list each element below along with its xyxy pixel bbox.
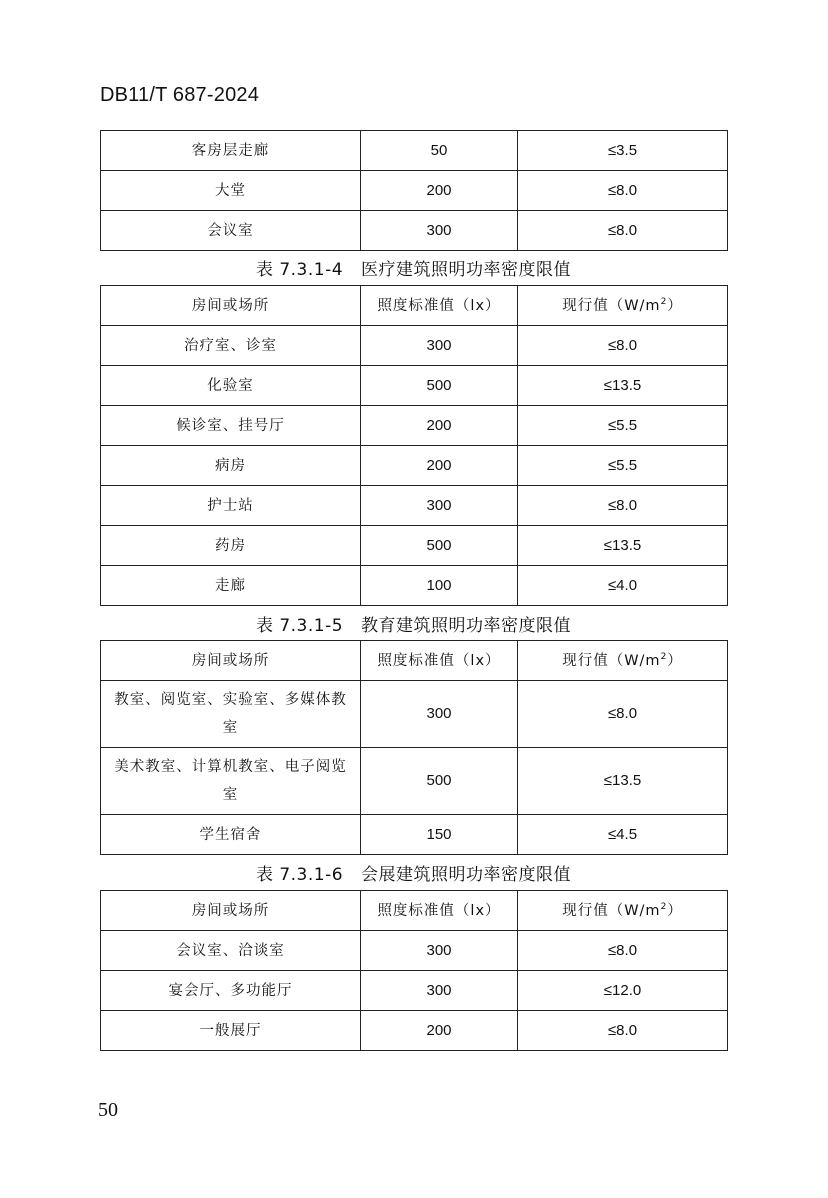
header-illuminance: 照度标准值（lx）: [361, 286, 518, 326]
table-caption-education: [100, 614, 727, 638]
lpd-cell: ≤8.0: [518, 211, 728, 251]
caption-number: 表 7.3.1-4: [255, 260, 344, 280]
illuminance-cell: 300: [361, 211, 518, 251]
table-row: [101, 171, 728, 211]
illuminance-cell: 200: [361, 406, 518, 446]
illuminance-cell: 200: [361, 446, 518, 486]
room-cell: 一般展厅: [101, 1011, 361, 1051]
illuminance-cell: 50: [361, 131, 518, 171]
illuminance-cell: 300: [361, 971, 518, 1011]
header-room: 房间或场所: [101, 286, 361, 326]
room-cell: 治疗室、诊室: [101, 326, 361, 366]
lpd-cell: ≤12.0: [518, 971, 728, 1011]
table-row: [101, 971, 728, 1011]
illuminance-cell: 500: [361, 526, 518, 566]
illuminance-cell: 200: [361, 1011, 518, 1051]
illuminance-cell: 500: [361, 748, 518, 815]
table-row: [101, 815, 728, 855]
table-caption-exhibition: [100, 863, 727, 887]
table-header-row: [101, 286, 728, 326]
room-cell: 美术教室、计算机教室、电子阅览室: [101, 748, 361, 815]
table-exhibition: [100, 890, 728, 1051]
room-cell: 大堂: [101, 171, 361, 211]
header-illuminance: 照度标准值（lx）: [361, 641, 518, 681]
room-cell: 候诊室、挂号厅: [101, 406, 361, 446]
header-room: 房间或场所: [101, 641, 361, 681]
room-cell: 会议室、洽谈室: [101, 931, 361, 971]
header-lpd: 现行值$(W/m^2)$: [518, 641, 728, 681]
lpd-cell: ≤4.5: [518, 815, 728, 855]
lpd-cell: ≤13.5: [518, 366, 728, 406]
table-row: [101, 486, 728, 526]
lpd-cell: ≤8.0: [518, 326, 728, 366]
table-row: [101, 1011, 728, 1051]
table-hotel-continued: [100, 130, 728, 251]
illuminance-cell: 300: [361, 326, 518, 366]
table-row: [101, 446, 728, 486]
table-row: [101, 406, 728, 446]
lpd-cell: ≤8.0: [518, 931, 728, 971]
caption-title: 会展建筑照明功率密度限值: [361, 865, 572, 885]
header-room: 房间或场所: [101, 891, 361, 931]
table-row: [101, 748, 728, 815]
page-number: 50: [98, 1099, 118, 1121]
illuminance-cell: 300: [361, 486, 518, 526]
lpd-cell: ≤13.5: [518, 526, 728, 566]
room-cell: 护士站: [101, 486, 361, 526]
lpd-cell: ≤5.5: [518, 406, 728, 446]
caption-number: 表 7.3.1-5: [255, 616, 344, 636]
illuminance-cell: 150: [361, 815, 518, 855]
illuminance-cell: 300: [361, 931, 518, 971]
table-header-row: [101, 641, 728, 681]
illuminance-cell: 500: [361, 366, 518, 406]
room-cell: 教室、阅览室、实验室、多媒体教室: [101, 681, 361, 748]
room-cell: 化验室: [101, 366, 361, 406]
room-cell: 走廊: [101, 566, 361, 606]
table-row: [101, 131, 728, 171]
illuminance-cell: 200: [361, 171, 518, 211]
lpd-cell: ≤8.0: [518, 681, 728, 748]
room-cell: 宴会厅、多功能厅: [101, 971, 361, 1011]
table-caption-medical: [100, 258, 727, 282]
table-row: [101, 366, 728, 406]
caption-title: 医疗建筑照明功率密度限值: [361, 260, 572, 280]
room-cell: 客房层走廊: [101, 131, 361, 171]
table-header-row: [101, 891, 728, 931]
lpd-cell: ≤8.0: [518, 486, 728, 526]
lpd-cell: ≤13.5: [518, 748, 728, 815]
room-cell: 会议室: [101, 211, 361, 251]
lpd-cell: ≤8.0: [518, 1011, 728, 1051]
lpd-cell: ≤3.5: [518, 131, 728, 171]
table-row: [101, 681, 728, 748]
table-medical: [100, 285, 728, 606]
illuminance-cell: 300: [361, 681, 518, 748]
illuminance-cell: 100: [361, 566, 518, 606]
table-row: [101, 931, 728, 971]
table-row: [101, 211, 728, 251]
room-cell: 病房: [101, 446, 361, 486]
table-row: [101, 566, 728, 606]
table-education: [100, 640, 728, 855]
lpd-cell: ≤5.5: [518, 446, 728, 486]
table-row: [101, 526, 728, 566]
lpd-cell: ≤4.0: [518, 566, 728, 606]
room-cell: 学生宿舍: [101, 815, 361, 855]
header-lpd: 现行值$(W/m^2)$: [518, 286, 728, 326]
room-cell: 药房: [101, 526, 361, 566]
caption-number: 表 7.3.1-6: [255, 865, 344, 885]
header-lpd: 现行值$(W/m^2)$: [518, 891, 728, 931]
caption-title: 教育建筑照明功率密度限值: [361, 616, 572, 636]
header-illuminance: 照度标准值（lx）: [361, 891, 518, 931]
document-code-header: DB11/T 687-2024: [100, 84, 260, 106]
lpd-cell: ≤8.0: [518, 171, 728, 211]
table-row: [101, 326, 728, 366]
